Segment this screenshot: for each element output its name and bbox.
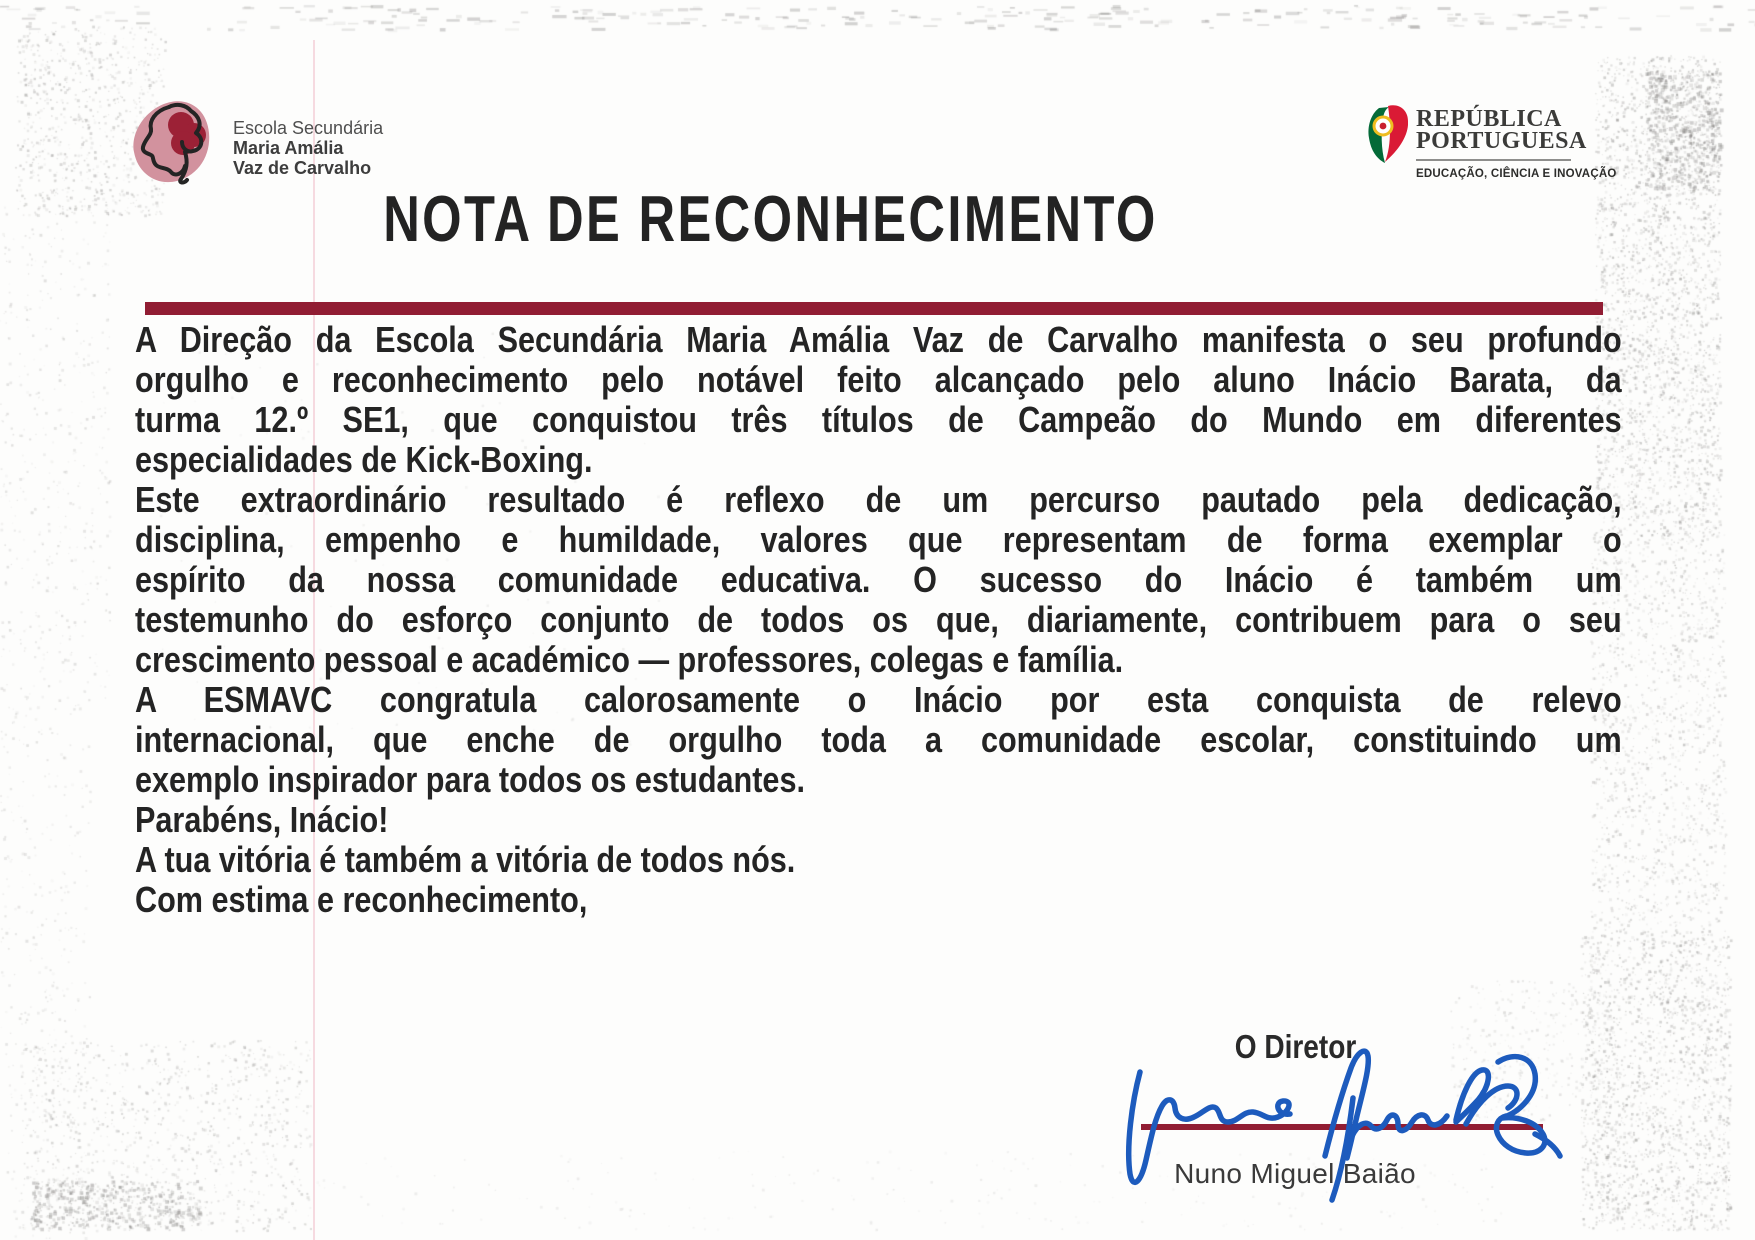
portugal-flag-emblem-icon [1364,104,1408,166]
school-name-line: Vaz de Carvalho [233,158,372,178]
school-profile-rose-logo-icon [124,94,218,188]
body-line: exemplo inspirador para todos os estudantes. [135,759,805,800]
signer-name: Nuno Miguel Baião [1174,1158,1416,1189]
school-name-line: Maria Amália [233,138,344,158]
body-line: testemunho do esforço conjunto de todos os que, diariamente, contribuem para o seu [135,599,1622,640]
body-line: turma 12.º SE1, que conquistou três títulos de Campeão do Mundo em diferentes [135,399,1622,440]
body-line: A tua vitória é também a vitória de todos nós. [135,839,796,880]
title-underline-rule [145,302,1603,315]
signer-role: O Diretor [1235,1028,1357,1065]
republic-title-line: PORTUGUESA [1416,128,1587,154]
government-divider [1416,159,1571,161]
body-line: Parabéns, Inácio! [135,799,389,840]
body-line: internacional, que enche de orgulho toda a comunidade escolar, constituindo um [135,719,1622,760]
body-line: A Direção da Escola Secundária Maria Amália Vaz de Carvalho manifesta o seu profundo [135,319,1622,360]
body-line: Este extraordinário resultado é reflexo de um percurso pautado pela dedicação, [135,479,1622,520]
body-line: disciplina, empenho e humildade, valores que representam de forma exemplar o [135,519,1622,560]
body-line: crescimento pessoal e académico — professores, colegas e família. [135,639,1124,680]
school-name-line: Escola Secundária [233,118,384,138]
government-text-block [1416,108,1616,180]
body-line: orgulho e reconhecimento pelo notável feito alcançado pelo aluno Inácio Barata, da [135,359,1622,400]
handwritten-signature-icon [1100,1038,1570,1208]
body-line: espírito da nossa comunidade educativa. O sucesso do Inácio é também um [135,559,1622,600]
document-title: NOTA DE RECONHECIMENTO [382,182,1158,255]
ministry-subtitle: EDUCAÇÃO, CIÊNCIA E INOVAÇÃO [1416,168,1617,180]
republic-title-line: REPÚBLICA [1416,106,1562,132]
body-text [135,320,1622,920]
body-line: Com estima e reconhecimento, [135,879,588,920]
body-line: A ESMAVC congratula calorosamente o Inácio por esta conquista de relevo [135,679,1622,720]
body-line: especialidades de Kick-Boxing. [135,439,593,480]
school-name-block [233,118,383,178]
